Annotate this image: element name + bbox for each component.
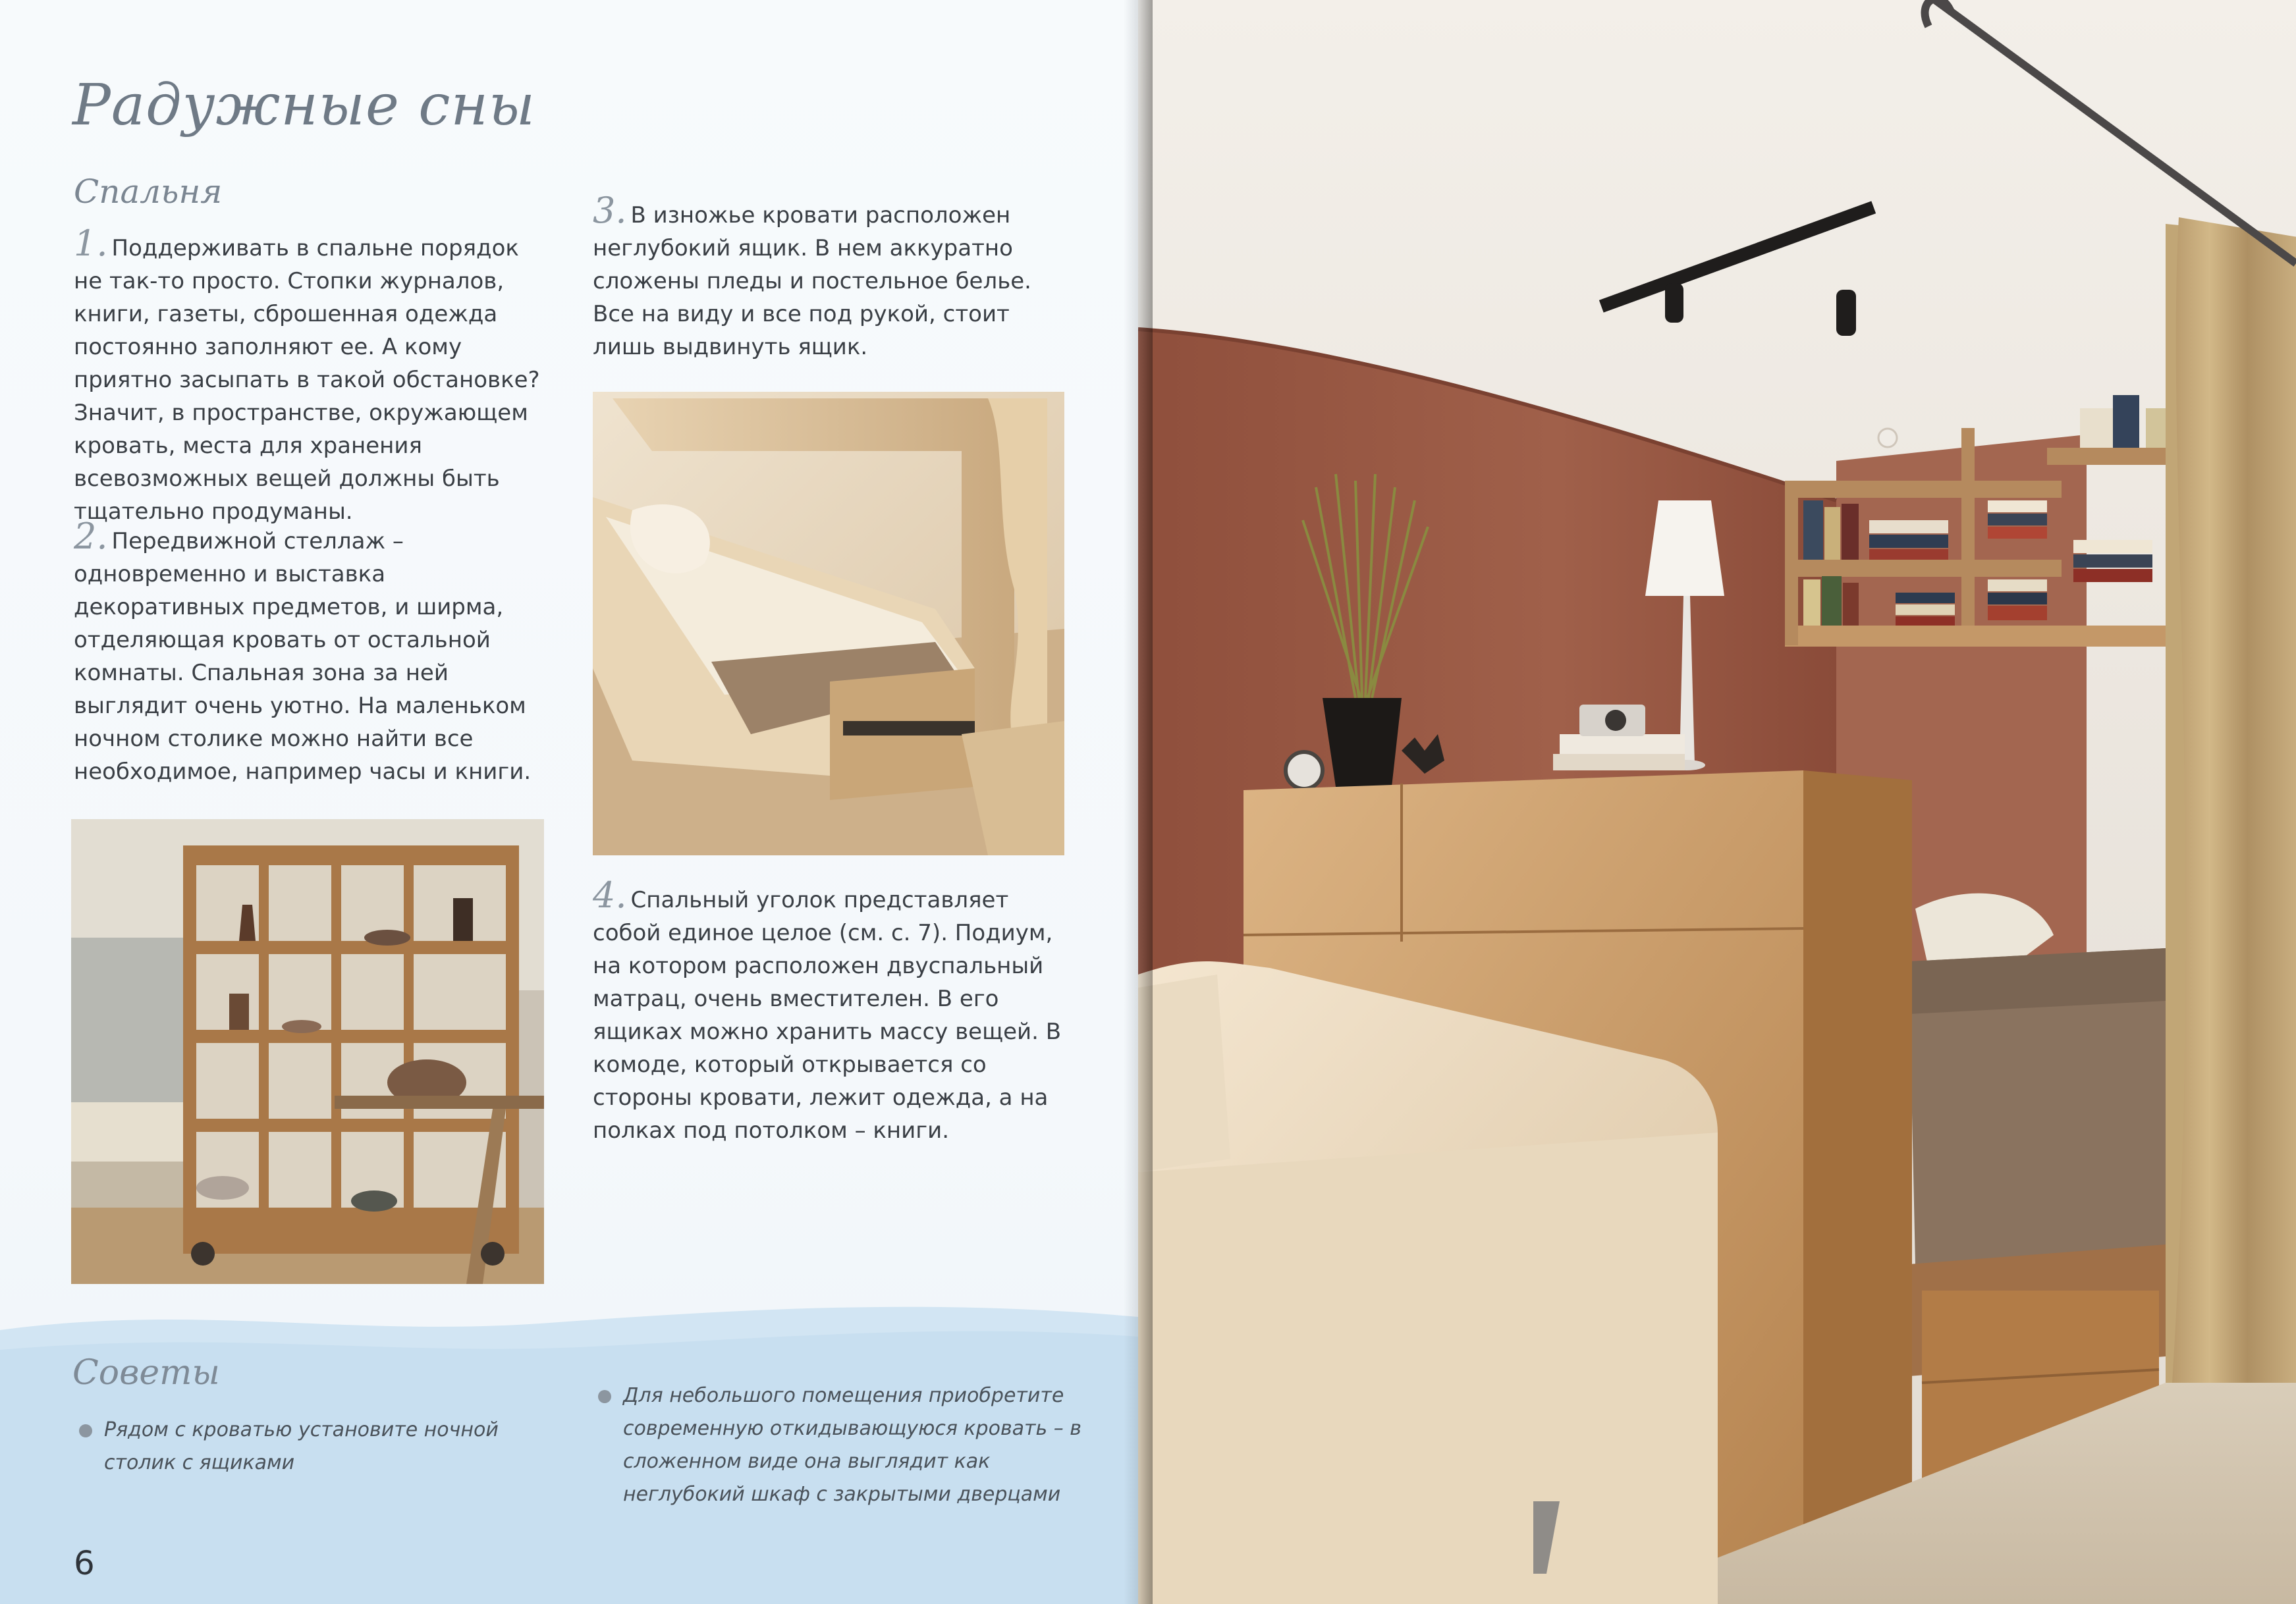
paragraph-text: В изножье кровати расположен неглубокий ящик. В нем аккуратно сложены пледы и постельное белье. Все на виду и все под рукой, стоит лишь выдвинуть ящик. <box>593 202 1031 360</box>
section-subtitle: Спальня <box>74 173 223 211</box>
tip-item <box>104 1414 526 1480</box>
paragraph-text: Передвижной стеллаж – одновременно и выставка декоративных предметов, и ширма, отделяющая кровать от остальной комнаты. Спальная зона за ней выглядит очень уютно. На маленьком ночном столике можно найти все необходимое, например часы и книги. <box>74 528 532 785</box>
shelf-divider-photo <box>71 819 544 1284</box>
paragraph-text: Поддерживать в спальне порядок не так-то просто. Стопки журналов, книги, газеты, сброшенная одежда постоянно заполняют ее. А кому приятно засыпать в такой обстановке? Значит, в пространстве, окружающем кровать, места для хранения всевозможных вещей должны быть тщательно продуманы. <box>74 235 540 525</box>
paragraph-text: Спальный уголок представляет собой единое целое (см. с. 7). Подиум, на котором расположен двуспальный матрац, очень вместителен. В его ящиках можно хранить массу вещей. В комоде, который открывается со стороны кровати, лежит одежда, а на полках под потолком – книги. <box>593 887 1062 1144</box>
tip-text: Для небольшого помещения приобретите современную откидывающуюся кровать – в сложенном виде она выглядит как неглубокий шкаф с закрытыми дверцами <box>623 1384 1081 1506</box>
tip-text: Рядом с кроватью установите ночной столик с ящиками <box>104 1418 499 1474</box>
paragraph-3 <box>593 190 1067 363</box>
bullet-icon <box>598 1390 611 1403</box>
tip-item <box>623 1379 1084 1511</box>
paragraph-1 <box>74 223 548 528</box>
drawer-photo <box>593 392 1064 855</box>
paragraph-number: 1. <box>74 223 108 264</box>
bullet-icon <box>79 1424 92 1437</box>
paragraph-number: 4. <box>593 874 627 916</box>
page-title: Радужные сны <box>72 72 536 138</box>
paragraph-number: 2. <box>74 516 108 557</box>
book-gutter <box>1124 0 1153 1604</box>
bedroom-photo <box>1138 0 2296 1604</box>
tips-title: Советы <box>72 1353 220 1393</box>
left-page <box>0 0 1138 1604</box>
paragraph-2 <box>74 516 548 788</box>
paragraph-4 <box>593 874 1067 1147</box>
page-number: 6 <box>74 1544 95 1582</box>
paragraph-number: 3. <box>593 190 627 231</box>
